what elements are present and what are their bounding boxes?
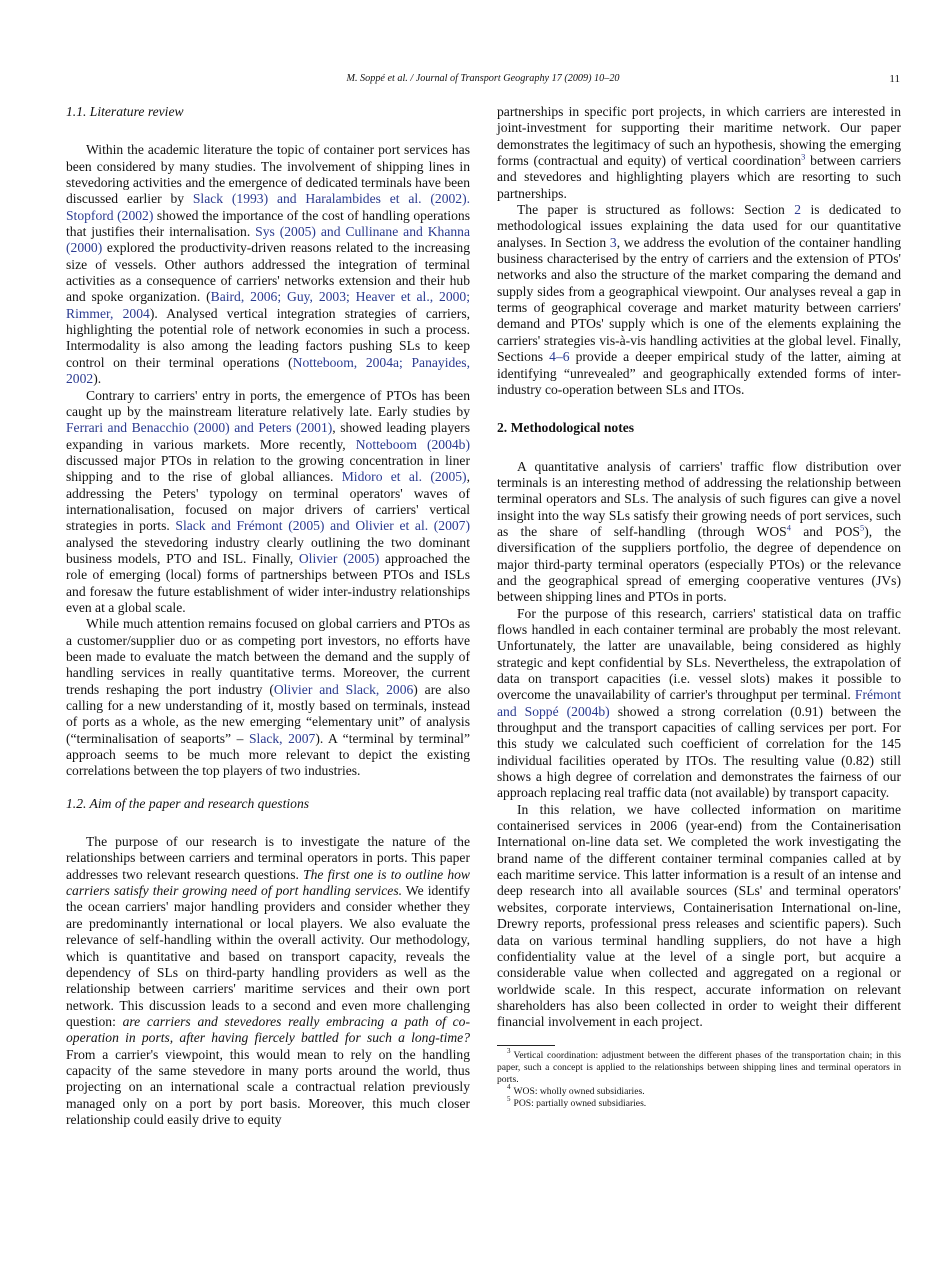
- literature-review-paragraph-2: [66, 388, 470, 617]
- footnotes: [497, 1047, 901, 1110]
- text-run: showed the importance of the cost of handling operations that justifies their internalisation.: [66, 207, 470, 240]
- section-1-2-heading: 1.2. Aim of the paper and research questions: [66, 795, 310, 811]
- text-run: partnerships in specific port projects, in which carriers are interested in joint-investment for supporting their maritime network. Our paper demonstrates the legitimacy of such an hypothesis, showing the emerging forms (contractual and equity) of vertical coordination: [497, 104, 901, 169]
- text-run: From a carrier's viewpoint, this would mean to rely on the handling capacity of the same stevedore in many ports around the world, thus projecting on an international scale a contractual relation previously managed only on a port by port basis. Moreover, this much closer relationship could easily drive to equity: [66, 1046, 470, 1127]
- text-run: analysed the stevedoring industry clearly outlining the two dominant business models, PTO and ISL. Finally,: [66, 534, 470, 566]
- footnote-number: 4: [507, 1083, 511, 1092]
- citation-link[interactable]: Olivier (2005): [298, 550, 380, 566]
- citation-link[interactable]: Stopford (2002): [66, 207, 154, 223]
- footnote-5: [497, 1095, 901, 1110]
- footnote-text: POS: partially owned subsidiaries.: [513, 1097, 647, 1109]
- text-run: The purpose of our research is to investigate the nature of the relationships between carriers and terminal operators in ports. This paper addresses two relevant research questions.: [66, 834, 470, 882]
- text-run: provide a deeper empirical study of the latter, aiming at identifying “unrevealed” and geographically extended forms of inter-industry co-operation between SLs and ITOs.: [497, 349, 902, 397]
- citation-link[interactable]: Slack, 2007: [248, 730, 316, 746]
- footnote-ref-5[interactable]: 5: [859, 522, 865, 533]
- footnote-number: 5: [507, 1095, 511, 1104]
- text-run: The paper is structured as follows: Section: [517, 202, 795, 218]
- text-run: Contrary to carriers' entry in ports, the emergence of PTOs has been caught up by the mainstream literature relatively late. Early studies by: [66, 387, 470, 419]
- section-link[interactable]: 2: [794, 202, 802, 218]
- text-run: is dedicated to methodological issues explaining the data used for our quantitative analyses. In Section: [497, 202, 901, 250]
- footnote-ref-3[interactable]: 3: [801, 151, 806, 162]
- citation-link[interactable]: Notteboom (2004b): [355, 436, 470, 452]
- section-link[interactable]: 4–6: [549, 349, 570, 365]
- footnote-4: [497, 1083, 901, 1098]
- left-column: [66, 104, 470, 1128]
- footnote-ref-4[interactable]: 4: [786, 522, 791, 533]
- text-run: We identify the ocean carriers' major handling providers and consider whether they are predominantly international or local players. We also evaluate the relevance of self-handling within the overall activity. Our methodology, which is quantitative and based on transport capacity, reveals the dependency of SLs on third-party handling providers as well as the relationship between carriers' maritime services and their own port network. This discussion leads to a second and even more challenging question:: [66, 883, 470, 1029]
- text-run: ) are also calling for a new understanding of it, mostly based on terminals, instead of ports as a whole, as the new emerging “elementary unit” of analysis (“terminalisation of seaports” –: [66, 681, 470, 746]
- right-column: [497, 104, 901, 1110]
- text-run: discussed major PTOs in relation to the growing concentration in liner shipping and to the rise of global alliances.: [66, 452, 470, 485]
- section-1-1-heading: 1.1. Literature review: [66, 104, 184, 119]
- running-head: [66, 73, 900, 89]
- literature-review-paragraph-3: [66, 616, 470, 779]
- text-run: , we address the evolution of the container handling business characterised by the entry of carriers and the extension of PTOs' networks and also the structure of the market comparing the demand and supply sides from a geographical viewpoint. Our analyses reveal a gap in terms of geographical coverage and market maturity between carriers' demand and PTOs' supply which is one of the elements explaining the carriers' strategies vis-à-vis handling activities at the global level. Finally, Sections: [497, 234, 902, 365]
- section-link[interactable]: 3: [609, 234, 617, 250]
- text-run: While much attention remains focused on global carriers and PTOs as a customer/supplier duo or as competing port investors, no efforts have been made to evaluate the match between the demand and the supply of handling services in really quantitative terms. Moreover, the current trends reshaping the port industry (: [66, 616, 470, 697]
- footnote-text: WOS: wholly owned subsidiaries.: [513, 1085, 645, 1097]
- text-run: ).: [93, 371, 102, 387]
- text-run: Within the academic literature the topic of container port services has been considered by many studies. The involvement of shipping lines in stevedoring activities and the emergence of dedicated terminals have been discussed earlier by: [66, 142, 470, 207]
- text-run: between carriers and stevedores and highlighting players which are resorting to such partnerships.: [497, 153, 901, 201]
- text-run: In this relation, we have collected information on maritime containerised services in 2006 (year-end) from the Containerisation International on-line data set. We completed the work investigating the brand name of the different container terminal companies called at by each maritime service. This latter information is a result of an intense and deep research into all available sources (SLs' and terminal operators' websites, corporate interviews, Containerisation International on-line, Drewry reports, professional press releases and scientific papers). Such data on various terminal handling suppliers, do not have a high confidentiality value at the level of a single port, but acquire a considerable value when collected and aggregated on a regional or worldwide scale. In this respect, accurate information on relevant shareholders has also been collected in order to weight their different financial involvement in each project.: [497, 801, 901, 1030]
- methodology-paragraph-3: [497, 802, 901, 1031]
- text-run: ), the diversification of the suppliers portfolio, the degree of dependence on major third-party terminal operators (especially PTOs) or the relevance and the geographical spread of emerging cooperative ventures (JVs) between shipping lines and PTOs in ports.: [497, 523, 901, 605]
- citation-link[interactable]: Baird, 2006; Guy, 2003; Heaver et al., 2000; Rimmer, 2004: [66, 289, 470, 321]
- citation-link[interactable]: Slack (1993) and Haralambides et al. (2002).: [192, 191, 471, 207]
- footnote-number: 3: [507, 1047, 511, 1056]
- text-run: , addressing the Peters' typology on terminal operators' waves of internationalisation, focused on major drivers of carriers' vertical strategies in ports.: [66, 469, 470, 534]
- structure-paragraph: [497, 202, 901, 398]
- literature-review-paragraph-1: [66, 142, 470, 387]
- research-question-2: are carriers and stevedores really embracing a path of co-operation in ports, after having fiercely battled for such a long-time?: [66, 1013, 470, 1046]
- text-run: ). A “terminal by terminal” approach seems to be much more relevant to depict the existing correlations between the top players of two industries.: [66, 730, 470, 779]
- citation-link[interactable]: Midoro et al. (2005): [341, 469, 467, 485]
- aim-paragraph: [66, 834, 470, 1128]
- footnote-divider: [497, 1045, 555, 1046]
- text-run: , showed leading players expanding in various markets. More recently,: [66, 420, 470, 452]
- aim-paragraph-continued: [497, 104, 901, 202]
- citation-link[interactable]: Notteboom, 2004a; Panayides, 2002: [66, 354, 470, 387]
- methodology-paragraph-2: [497, 606, 901, 802]
- text-run: For the purpose of this research, carriers' statistical data on traffic flows handled in each container terminal are probably the most relevant. Unfortunately, the latter are unavailable, being considered as highly strategic and kept confidential by SLs. Nevertheless, the extrapolation of data on transport capacities (i.e. vessel slots) makes it possible to overcome the unavailability of carrier's throughput per terminal.: [497, 605, 901, 703]
- footnote-3: [497, 1047, 901, 1086]
- citation-link[interactable]: Frémont and Soppé (2004b): [497, 687, 901, 719]
- citation-link[interactable]: Sys (2005) and Cullinane and Khanna (2000): [66, 224, 470, 256]
- text-run: A quantitative analysis of carriers' traffic flow distribution over terminals is an interesting method of addressing the relationship between terminal operators and SLs. The analysis of such figures can give a novel insight into the way SLs satisfy their growing needs of port services, such as the share of self-handling (through WOS: [497, 458, 901, 539]
- running-title: M. Soppé et al. / Journal of Transport Geography 17 (2009) 10–20: [346, 73, 620, 84]
- text-run: explored the productivity-driven reasons related to the increasing size of vessels. Other authors addressed the integration of terminal activities as a consequence of carriers' networks extension and their hub and spoke organization. (: [66, 240, 470, 305]
- section-2-heading: 2. Methodological notes: [497, 420, 635, 436]
- citation-link[interactable]: Slack and Frémont (2005) and Olivier et al. (2007): [175, 518, 470, 534]
- citation-link[interactable]: Olivier and Slack, 2006: [273, 681, 414, 697]
- methodology-paragraph-1: [497, 459, 901, 606]
- page-number: 11: [889, 73, 900, 85]
- research-question-1: The first one is to outline how carriers satisfy their growing need of port handling services.: [66, 866, 471, 899]
- footnote-text: Vertical coordination: adjustment between the different phases of the transportation chain; in this paper, such a concept is applied to the relationships between shipping lines and terminal operators in ports.: [497, 1049, 901, 1085]
- citation-link[interactable]: Ferrari and Benacchio (2000) and Peters (2001): [66, 420, 333, 436]
- text-run: ). Analysed vertical integration strategies of carriers, highlighting the potential role of network economies in such a process. Intermodality is also among the leading factors pushing SLs to keep control on their terminal operations (: [66, 305, 471, 370]
- text-run: and POS: [790, 523, 860, 539]
- text-run: showed a strong correlation (0.91) between the throughput and the transport capacities of calling services per port. For this study we calculated such coefficient of correlation for the 145 individual facilities operated by ITOs. The resulting value (0.82) still shows a high degree of correlation and demonstrates the fairness of our approach replacing real traffic data (not available) by transport capacity.: [497, 703, 902, 801]
- text-run: approached the role of emerging (local) forms of partnerships between PTOs and ISLs and foresaw the future establishment of wider inter-industry relationships even at a global scale.: [66, 550, 470, 615]
